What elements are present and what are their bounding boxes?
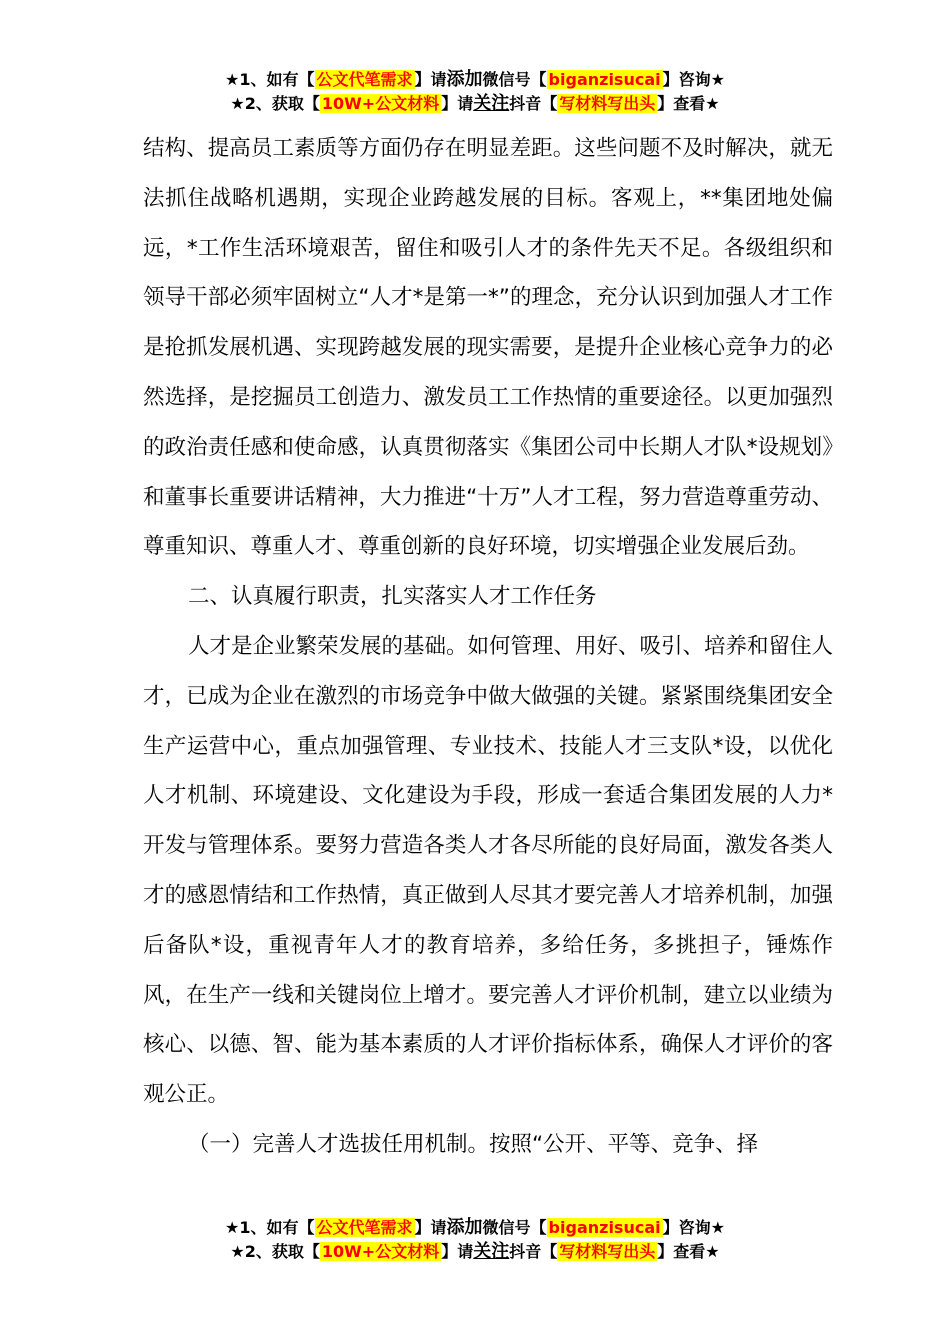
highlight-douyin: 写材料写出头 — [559, 94, 656, 113]
banner-text: 】请 — [441, 94, 474, 113]
document-body — [143, 124, 833, 1170]
banner-text: ★2、获取【 — [230, 1242, 320, 1261]
banner-line-2 — [0, 1240, 950, 1264]
banner-text-follow: 关注 — [473, 1241, 510, 1262]
banner-text: 】请 — [414, 1218, 447, 1237]
banner-text: 】咨询★ — [662, 70, 725, 89]
banner-text: 】查看★ — [657, 1242, 720, 1261]
banner-text: 】查看★ — [657, 94, 720, 113]
banner-text: 】咨询★ — [662, 1218, 725, 1237]
section-heading-2: 二、认真履行职责，扎实落实人才工作任务 — [188, 584, 597, 610]
banner-line-1 — [0, 68, 950, 92]
banner-line-2 — [0, 92, 950, 116]
banner-line-1 — [0, 1216, 950, 1240]
banner-text-add: 添加 — [446, 69, 483, 90]
banner-text: 】请 — [441, 1242, 474, 1261]
footer-banner — [0, 1216, 950, 1264]
banner-text: ★1、如有【 — [225, 1218, 315, 1237]
banner-text: ★1、如有【 — [225, 70, 315, 89]
header-banner — [0, 68, 950, 116]
banner-text: 】请 — [414, 70, 447, 89]
highlight-wechat-id: biganzisucai — [548, 70, 661, 89]
banner-text: 抖音【 — [509, 94, 558, 113]
banner-text: ★2、获取【 — [230, 94, 320, 113]
banner-text-follow: 关注 — [473, 93, 510, 114]
highlight-ghostwriting: 公文代笔需求 — [316, 1218, 413, 1237]
highlight-wechat-id: biganzisucai — [548, 1218, 661, 1237]
paragraph-1: 结构、提高员工素质等方面仍存在明显差距。这些问题不及时解决，就无法抓住战略机遇期，实现企业跨越发展的目标。客观上，**集团地处偏远，*工作生活环境艰苦，留住和吸引人才的条件先天不足。各级组织和领导干部必须牢固树立“人才*是第一*”的理念，充分认识到加强人才工作是抢抓发展机遇、实现跨越发展的现实需要，是提升企业核心竞争力的必然选择，是挖掘员工创造力、激发员工工作热情的重要途径。以更加强烈的政治责任感和使命感，认真贯彻落实《集团公司中长期人才队*设规划》和董事长重要讲话精神，大力推进“十万”人才工程，努力营造尊重劳动、尊重知识、尊重人才、尊重创新的良好环境，切实增强企业发展后劲。 — [143, 136, 833, 560]
paragraph-2: 人才是企业繁荣发展的基础。如何管理、用好、吸引、培养和留住人才，已成为企业在激烈的市场竞争中做大做强的关键。紧紧围绕集团安全生产运营中心，重点加强管理、专业技术、技能人才三支队*设，以优化人才机制、环境建设、文化建设为手段，形成一套适合集团发展的人力*开发与管理体系。要努力营造各类人才各尽所能的良好局面，激发各类人才的感恩情结和工作热情，真正做到人尽其才要完善人才培养机制，加强后备队*设，重视青年人才的教育培养，多给任务，多挑担子，锤炼作风，在生产一线和关键岗位上增才。要完善人才评价机制，建立以业绩为核心、以德、智、能为基本素质的人才评价指标体系，确保人才评价的客观公正。 — [143, 633, 834, 1108]
highlight-ghostwriting: 公文代笔需求 — [316, 70, 413, 89]
highlight-materials: 10W+公文材料 — [321, 1242, 440, 1261]
banner-text: 微信号【 — [482, 1218, 547, 1237]
paragraph-3: （一）完善人才选拔任用机制。按照“公开、平等、竞争、择 — [188, 1131, 759, 1157]
highlight-douyin: 写材料写出头 — [559, 1242, 656, 1261]
banner-text: 抖音【 — [509, 1242, 558, 1261]
banner-text-add: 添加 — [446, 1217, 483, 1238]
highlight-materials: 10W+公文材料 — [321, 94, 440, 113]
banner-text: 微信号【 — [482, 70, 547, 89]
